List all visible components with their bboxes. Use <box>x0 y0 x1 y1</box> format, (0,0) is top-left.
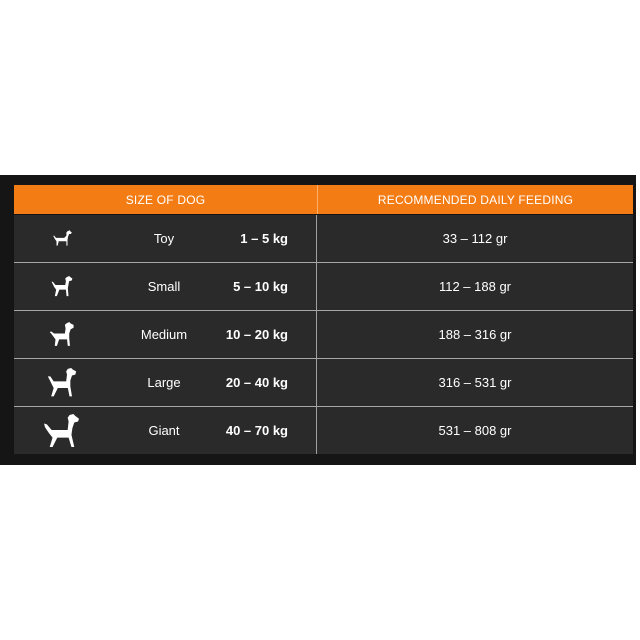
size-name: Toy <box>153 231 175 246</box>
dog-giant-icon <box>42 411 82 451</box>
size-cell <box>14 407 317 454</box>
weight-range: 20 – 40 kg <box>225 375 288 390</box>
dog-small-icon <box>42 267 82 307</box>
table-row <box>14 311 633 358</box>
size-cell <box>14 263 317 310</box>
size-cell <box>14 311 317 358</box>
weight-range: 5 – 10 kg <box>233 279 288 294</box>
feeding-amount: 188 – 316 gr <box>438 327 512 342</box>
header-recommended-daily-feeding: RECOMMENDED DAILY FEEDING <box>377 192 574 207</box>
table-row <box>14 359 633 406</box>
table-row <box>14 263 633 310</box>
size-name: Large <box>147 375 181 390</box>
table-row <box>14 215 633 262</box>
size-cell <box>14 359 317 406</box>
dog-large-icon <box>42 363 82 403</box>
dog-medium-icon <box>42 315 82 355</box>
feeding-amount: 316 – 531 gr <box>438 375 512 390</box>
weight-range: 10 – 20 kg <box>225 327 288 342</box>
size-cell <box>14 215 317 262</box>
table-header <box>14 185 633 214</box>
header-size-of-dog: SIZE OF DOG <box>14 185 318 214</box>
size-name: Medium <box>140 327 188 342</box>
dog-toy-icon <box>42 219 82 259</box>
feeding-amount: 33 – 112 gr <box>442 231 508 246</box>
feeding-table-panel <box>0 175 636 465</box>
feeding-amount: 531 – 808 gr <box>438 423 512 438</box>
weight-range: 1 – 5 kg <box>240 231 288 246</box>
size-name: Giant <box>148 423 180 438</box>
weight-range: 40 – 70 kg <box>225 423 288 438</box>
table-row <box>14 407 633 454</box>
size-name: Small <box>147 279 181 294</box>
feeding-amount: 112 – 188 gr <box>438 279 512 294</box>
feeding-table <box>14 185 633 463</box>
